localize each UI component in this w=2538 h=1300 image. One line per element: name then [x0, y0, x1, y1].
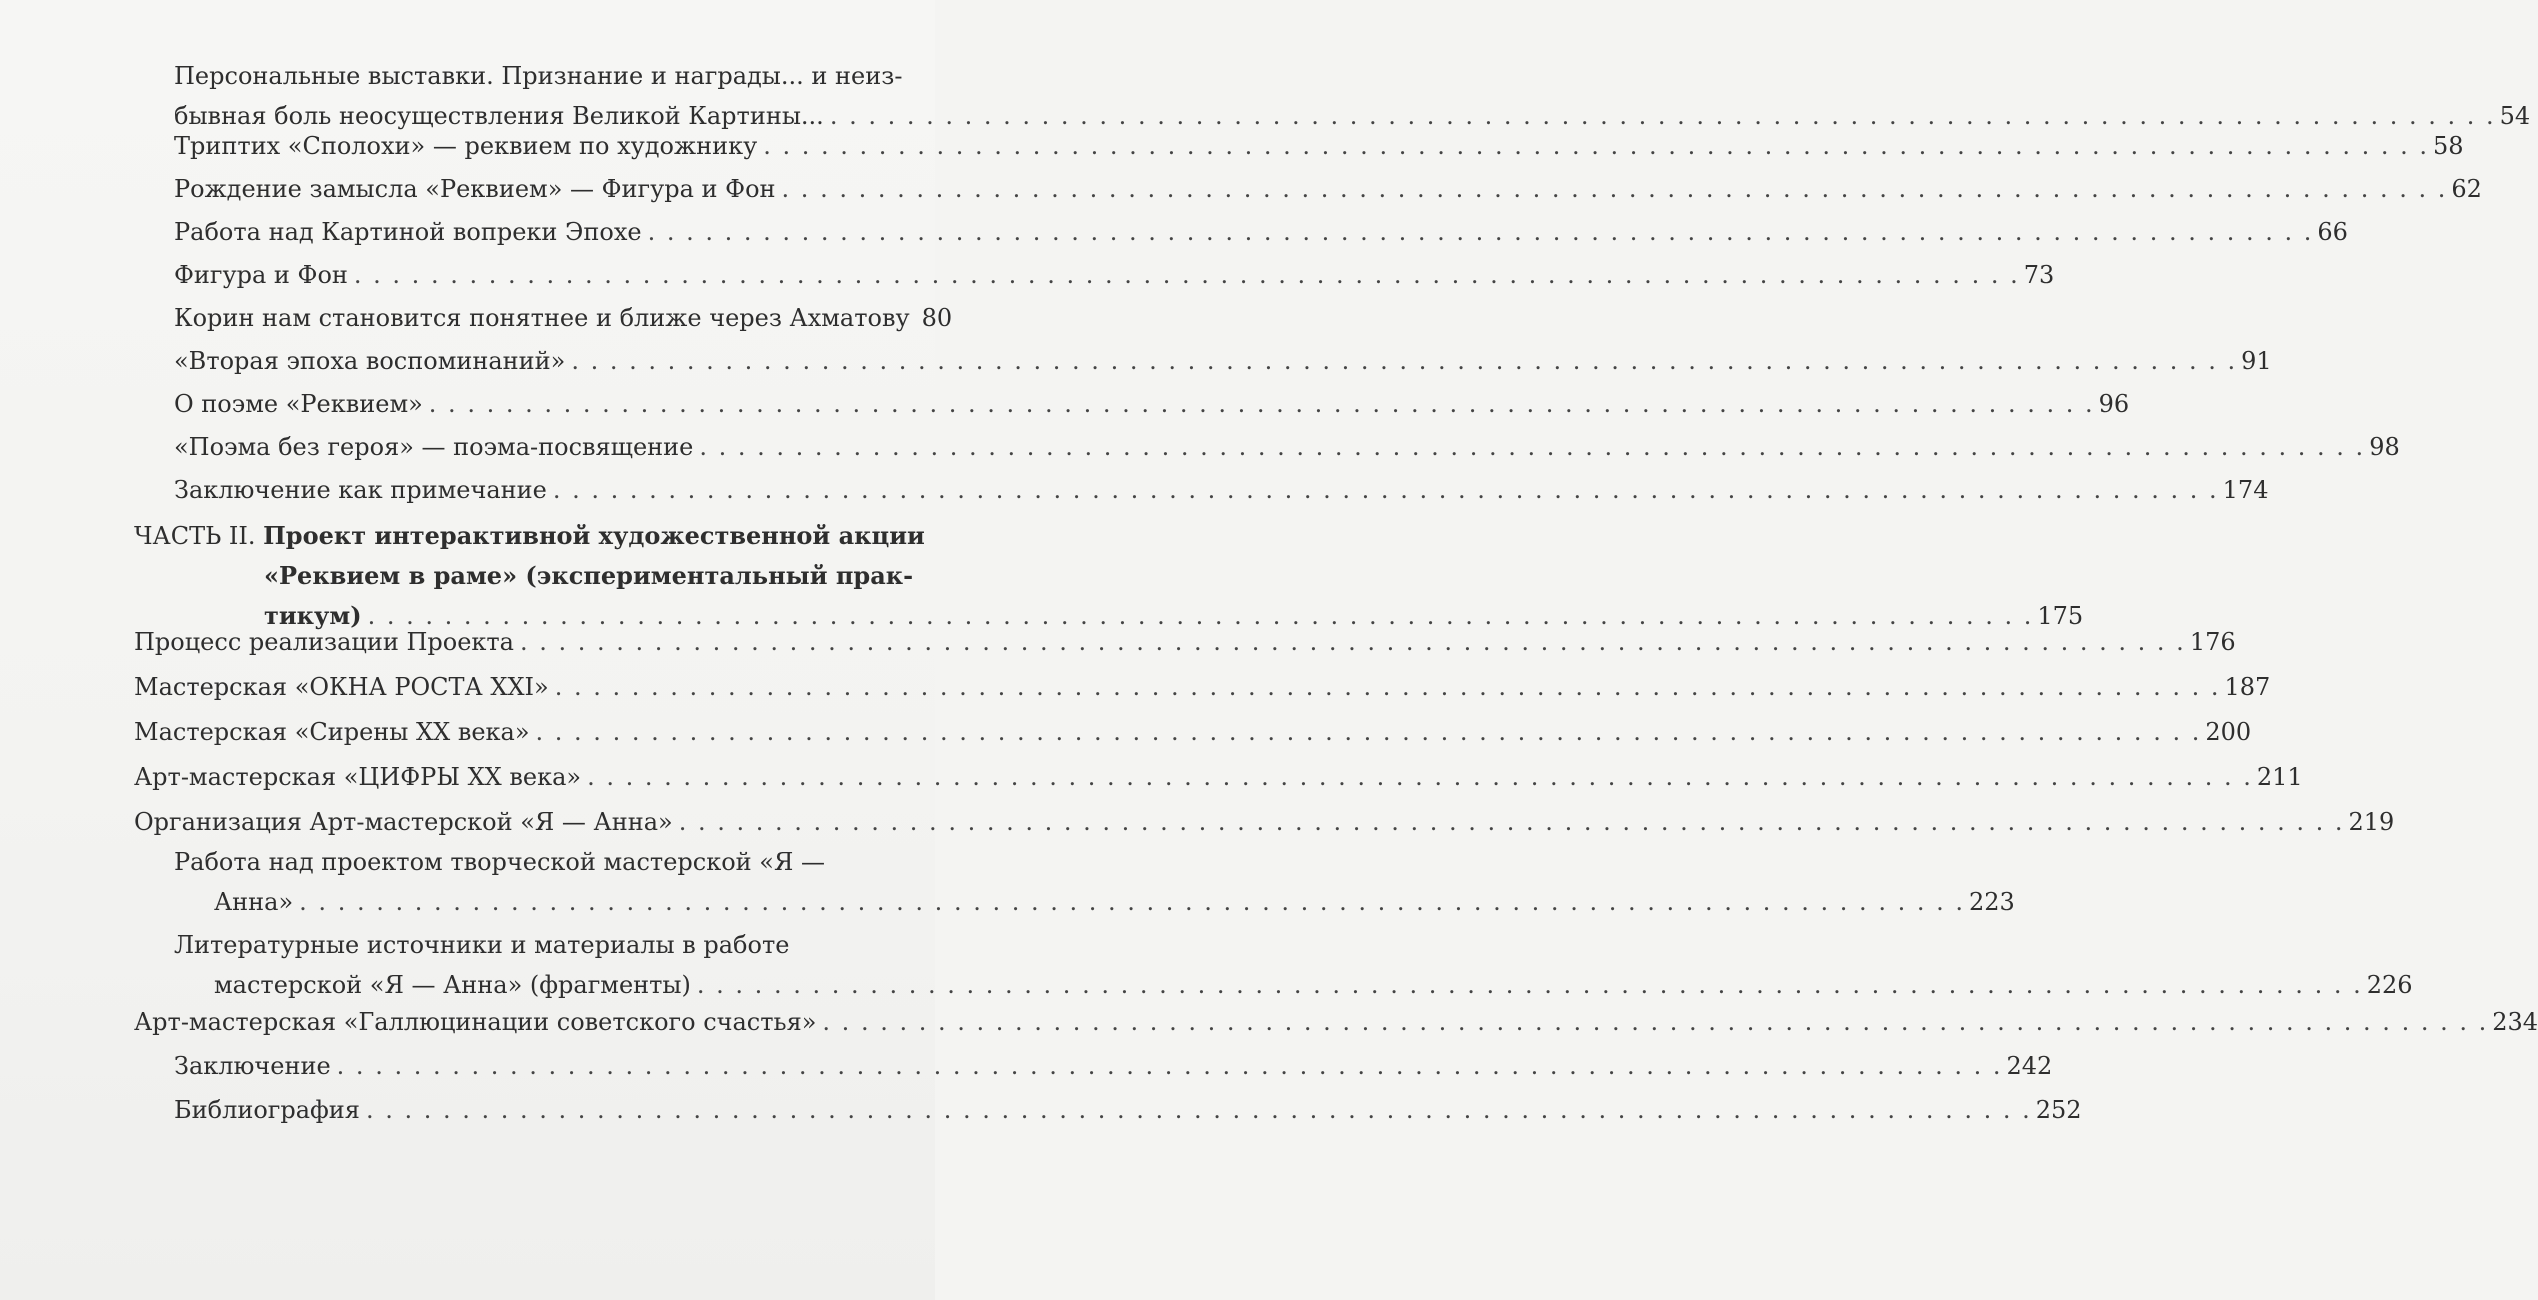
- toc-page-number: 226: [2366, 971, 2413, 999]
- toc-entry-title: О поэме «Реквием»: [174, 390, 423, 418]
- dot-leader: [822, 1002, 2486, 1042]
- toc-entry: [134, 802, 2395, 842]
- toc-entry-title: Заключение как примечание: [174, 476, 547, 504]
- toc-page-number: 252: [2035, 1096, 2082, 1124]
- toc-entry-title: мастерской «Я — Анна» (фрагменты): [214, 971, 691, 999]
- toc-entry: [134, 757, 2303, 797]
- toc-entry-title: Фигура и Фон: [174, 261, 348, 289]
- toc-entry-title: «Вторая эпоха воспоминаний»: [174, 347, 566, 375]
- dot-leader: [299, 882, 1963, 922]
- toc-page-number: 62: [2451, 175, 2482, 203]
- toc-entry: [174, 925, 2413, 1005]
- dot-leader: [699, 427, 2363, 467]
- toc-page-number: 91: [2241, 347, 2272, 375]
- dot-leader: [536, 712, 2200, 752]
- dot-leader: [782, 169, 2446, 209]
- toc-entry: [174, 212, 2348, 252]
- dot-leader: [679, 802, 2343, 842]
- toc-page-number: 66: [2317, 218, 2348, 246]
- toc-page-number: 187: [2224, 673, 2271, 701]
- toc-entry: [174, 341, 2272, 381]
- dot-leader: [366, 1090, 2030, 1130]
- toc-entry: [134, 667, 2271, 707]
- toc-page-number: 223: [1968, 888, 2015, 916]
- dot-leader: [587, 757, 2251, 797]
- toc-page-number: 219: [2348, 808, 2395, 836]
- part-title-line: «Реквием в раме» (экспериментальный прак-: [264, 561, 914, 590]
- toc-entry: [174, 169, 2482, 209]
- dot-leader: [763, 126, 2427, 166]
- dot-leader: [697, 965, 2361, 1005]
- toc-entry: [134, 1002, 2538, 1042]
- toc-entry-title-line: Литературные источники и материалы в работе: [174, 931, 790, 959]
- toc-page-number: 211: [2256, 763, 2303, 791]
- toc-page-number: 242: [2006, 1052, 2053, 1080]
- toc-entry: [134, 712, 2252, 752]
- toc-entry: [174, 56, 2531, 136]
- dot-leader: [429, 384, 2093, 424]
- dot-leader: [555, 667, 2219, 707]
- toc-entry: [174, 126, 2464, 166]
- toc-entry-title: «Поэма без героя» — поэма-посвящение: [174, 433, 694, 461]
- toc-entry-title: Арт-мастерская «ЦИФРЫ XX века»: [134, 763, 582, 791]
- part-heading: [134, 516, 2084, 636]
- toc-entry: [174, 427, 2400, 467]
- toc-entry-title: Рождение замысла «Реквием» — Фигура и Фон: [174, 175, 776, 203]
- toc-entry-title: Работа над Картиной вопреки Эпохе: [174, 218, 642, 246]
- toc-entry-title: Арт-мастерская «Галлюцинации советского счастья»: [134, 1008, 817, 1036]
- dot-leader: [571, 341, 2235, 381]
- toc-page-number: 234: [2492, 1008, 2538, 1036]
- dot-leader: [553, 470, 2217, 510]
- dot-leader: [648, 212, 2312, 252]
- toc-page-number: 58: [2433, 132, 2464, 160]
- dot-leader: [520, 622, 2184, 662]
- toc-entry-title: Корин нам становится понятнее и ближе через Ахматову: [174, 304, 910, 332]
- dot-leader: [337, 1046, 2001, 1086]
- toc-entry-title: Мастерская «ОКНА РОСТА XXI»: [134, 673, 549, 701]
- toc-page-number: 73: [2023, 261, 2055, 289]
- part-label: ЧАСТЬ II.: [134, 522, 256, 550]
- toc-entry: [174, 255, 2055, 295]
- toc-entry-title: Заключение: [174, 1052, 331, 1080]
- toc-entry: [174, 842, 2015, 922]
- toc-page-number: 174: [2222, 476, 2269, 504]
- toc-page-number: 200: [2205, 718, 2252, 746]
- toc-page-number: 96: [2098, 390, 2130, 418]
- toc-entry-title-line: Работа над проектом творческой мастерской «Я —: [174, 848, 825, 876]
- toc-entry-title: Библиография: [174, 1096, 360, 1124]
- part-title-line: Проект интерактивной художественной акции: [263, 521, 925, 550]
- toc-entry-title: Триптих «Сполохи» — реквием по художнику: [174, 132, 758, 160]
- toc-entry: [174, 470, 2269, 510]
- toc-entry-title: бывная боль неосуществления Великой Картины...: [174, 102, 824, 130]
- toc-entry: [174, 1090, 2082, 1130]
- toc-entry-title-line: Персональные выставки. Признание и награды... и неиз-: [174, 62, 903, 90]
- toc-entry: [174, 1046, 2053, 1086]
- toc-page-number: 80: [921, 304, 953, 332]
- part-title-line: тикум): [264, 601, 362, 630]
- toc-entry: [134, 622, 2236, 662]
- dot-leader: [354, 255, 2018, 295]
- toc-entry-title: Организация Арт-мастерской «Я — Анна»: [134, 808, 673, 836]
- toc-page-number: 176: [2189, 628, 2236, 656]
- toc-entry-title: Процесс реализации Проекта: [134, 628, 514, 656]
- toc-entry: [174, 298, 953, 338]
- toc-entry-title: Анна»: [214, 888, 294, 916]
- toc-page-number: 54: [2499, 102, 2531, 130]
- toc-page-number: 175: [2037, 602, 2084, 630]
- toc-entry: [174, 384, 2130, 424]
- toc-entry-title: Мастерская «Сирены XX века»: [134, 718, 530, 746]
- toc-page-number: 98: [2369, 433, 2400, 461]
